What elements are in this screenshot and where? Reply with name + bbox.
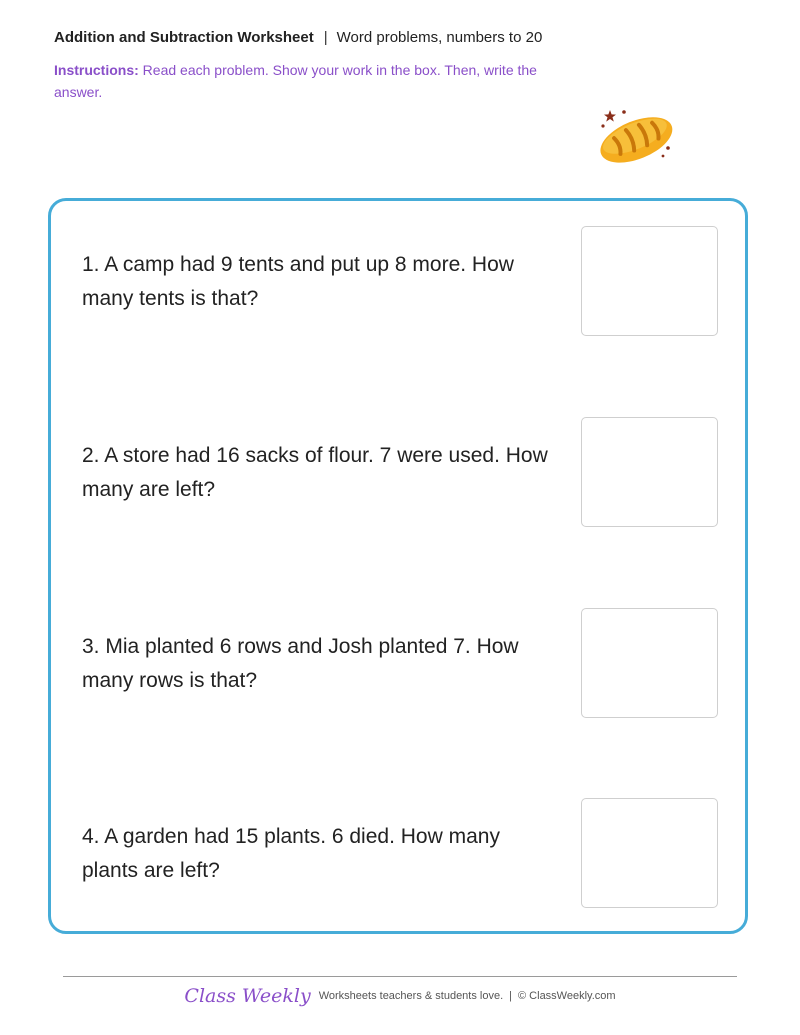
problem-4: 4. A garden had 15 plants. 6 died. How many plants are left?	[82, 825, 500, 882]
brand-logo: Class Weekly	[184, 985, 311, 1007]
problem-1: 1. A camp had 9 tents and put up 8 more. How many tents is that?	[82, 253, 514, 310]
instructions-label: Instructions:	[54, 62, 139, 78]
worksheet-header	[54, 28, 542, 48]
footer-tagline: Worksheets teachers & students love.	[318, 990, 504, 1002]
header-separator: |	[323, 29, 328, 46]
worksheet-subtitle: Word problems, numbers to 20	[336, 29, 543, 46]
instructions	[54, 59, 554, 103]
answer-box-2[interactable]	[581, 417, 718, 527]
problem-3: 3. Mia planted 6 rows and Josh planted 7. How many rows is that?	[82, 635, 519, 692]
footer	[0, 985, 800, 1007]
problem-card	[48, 198, 748, 934]
bread-icon	[594, 106, 678, 168]
footer-divider	[63, 976, 737, 977]
instructions-text: Read each problem. Show your work in the box. Then, write the answer.	[54, 62, 537, 100]
answer-box-4[interactable]	[581, 798, 718, 908]
worksheet-title: Addition and Subtraction Worksheet	[54, 29, 314, 46]
footer-separator: |	[509, 990, 513, 1002]
problem-2: 2. A store had 16 sacks of flour. 7 were used. How many are left?	[82, 444, 548, 501]
answer-box-3[interactable]	[581, 608, 718, 718]
answer-box-1[interactable]	[581, 226, 718, 336]
footer-copyright: © ClassWeekly.com	[518, 990, 616, 1002]
